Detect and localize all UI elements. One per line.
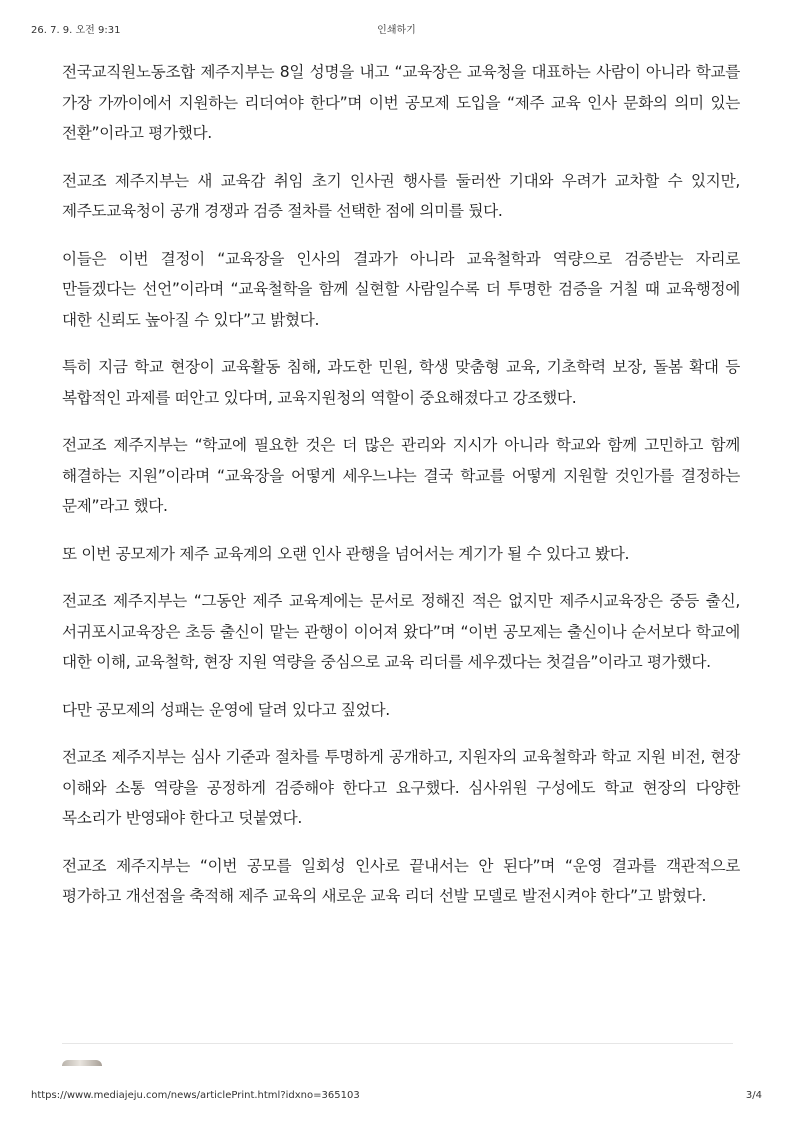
article-paragraph: 전교조 제주지부는 새 교육감 취임 초기 인사권 행사를 둘러싼 기대와 우려가 교차할 수 있지만, 제주도교육청이 공개 경쟁과 검증 절차를 선택한 점에 의미를 뒀다. — [62, 171, 740, 220]
print-header — [0, 0, 793, 40]
article-paragraph: 전국교직원노동조합 제주지부는 8일 성명을 내고 “교육장은 교육청을 대표하는 사람이 아니라 학교를 가장 가까이에서 지원하는 리더여야 한다”며 이번 공모제 도입을 “제주 교육 인사 문화의 의미 있는 전환”이라고 평가했다. — [62, 63, 740, 142]
section-divider — [62, 1043, 733, 1044]
article-paragraph: 전교조 제주지부는 “학교에 필요한 것은 더 많은 관리와 지시가 아니라 학교와 함께 고민하고 함께 해결하는 지원”이라며 “교육장을 어떻게 세우느냐는 결국 학교를 어떻게 지원할 것인가를 결정하는 문제”라고 했다. — [62, 436, 740, 515]
article-body — [62, 57, 740, 929]
print-title: 인쇄하기 — [377, 25, 416, 36]
page-number: 3/4 — [745, 1090, 762, 1101]
article-paragraph: 전교조 제주지부는 심사 기준과 절차를 투명하게 공개하고, 지원자의 교육철학과 학교 지원 비전, 현장 이해와 소통 역량을 공정하게 검증해야 한다고 요구했다. 심사위원 구성에도 학교 현장의 다양한 목소리가 반영돼야 한다고 덧붙였다. — [62, 748, 740, 827]
print-date: 26. 7. 9. 오전 9:31 — [31, 25, 121, 36]
article-paragraph: 다만 공모제의 성패는 운영에 달려 있다고 짚었다. — [62, 700, 390, 719]
article-paragraph: 특히 지금 학교 현장이 교육활동 침해, 과도한 민원, 학생 맞춤형 교육, 기초학력 보장, 돌봄 확대 등 복합적인 과제를 떠안고 있다며, 교육지원청의 역할이 중요해졌다고 강조했다. — [62, 358, 740, 407]
article-paragraph: 이들은 이번 결정이 “교육장을 인사의 결과가 아니라 교육철학과 역량으로 검증받는 자리로 만들겠다는 선언”이라며 “교육철학을 함께 실현할 사람일수록 더 투명한 검증을 거칠 때 교육행정에 대한 신뢰도 높아질 수 있다”고 밝혔다. — [62, 249, 740, 329]
print-footer — [0, 1090, 793, 1110]
article-paragraph: 전교조 제주지부는 “이번 공모를 일회성 인사로 끝내서는 안 된다”며 “운영 결과를 객관적으로 평가하고 개선점을 축적해 제주 교육의 새로운 교육 리더 선발 모델로 발전시켜야 한다”고 밝혔다. — [62, 856, 740, 905]
article-paragraph: 또 이번 공모제가 제주 교육계의 오랜 인사 관행을 넘어서는 계기가 될 수 있다고 봤다. — [62, 544, 630, 563]
page-url: https://www.mediajeju.com/news/articlePrint.html?idxno=365103 — [31, 1090, 360, 1101]
author-thumbnail — [62, 1060, 102, 1066]
article-paragraph: 전교조 제주지부는 “그동안 제주 교육계에는 문서로 정해진 적은 없지만 제주시교육장은 중등 출신, 서귀포시교육장은 초등 출신이 맡는 관행이 이어져 왔다”며 “이번 공모제는 출신이나 순서보다 학교에 대한 이해, 교육철학, 현장 지원 역량을 중심으로 교육 리더를 세우겠다는 첫걸음”이라고 평가했다. — [62, 592, 740, 671]
